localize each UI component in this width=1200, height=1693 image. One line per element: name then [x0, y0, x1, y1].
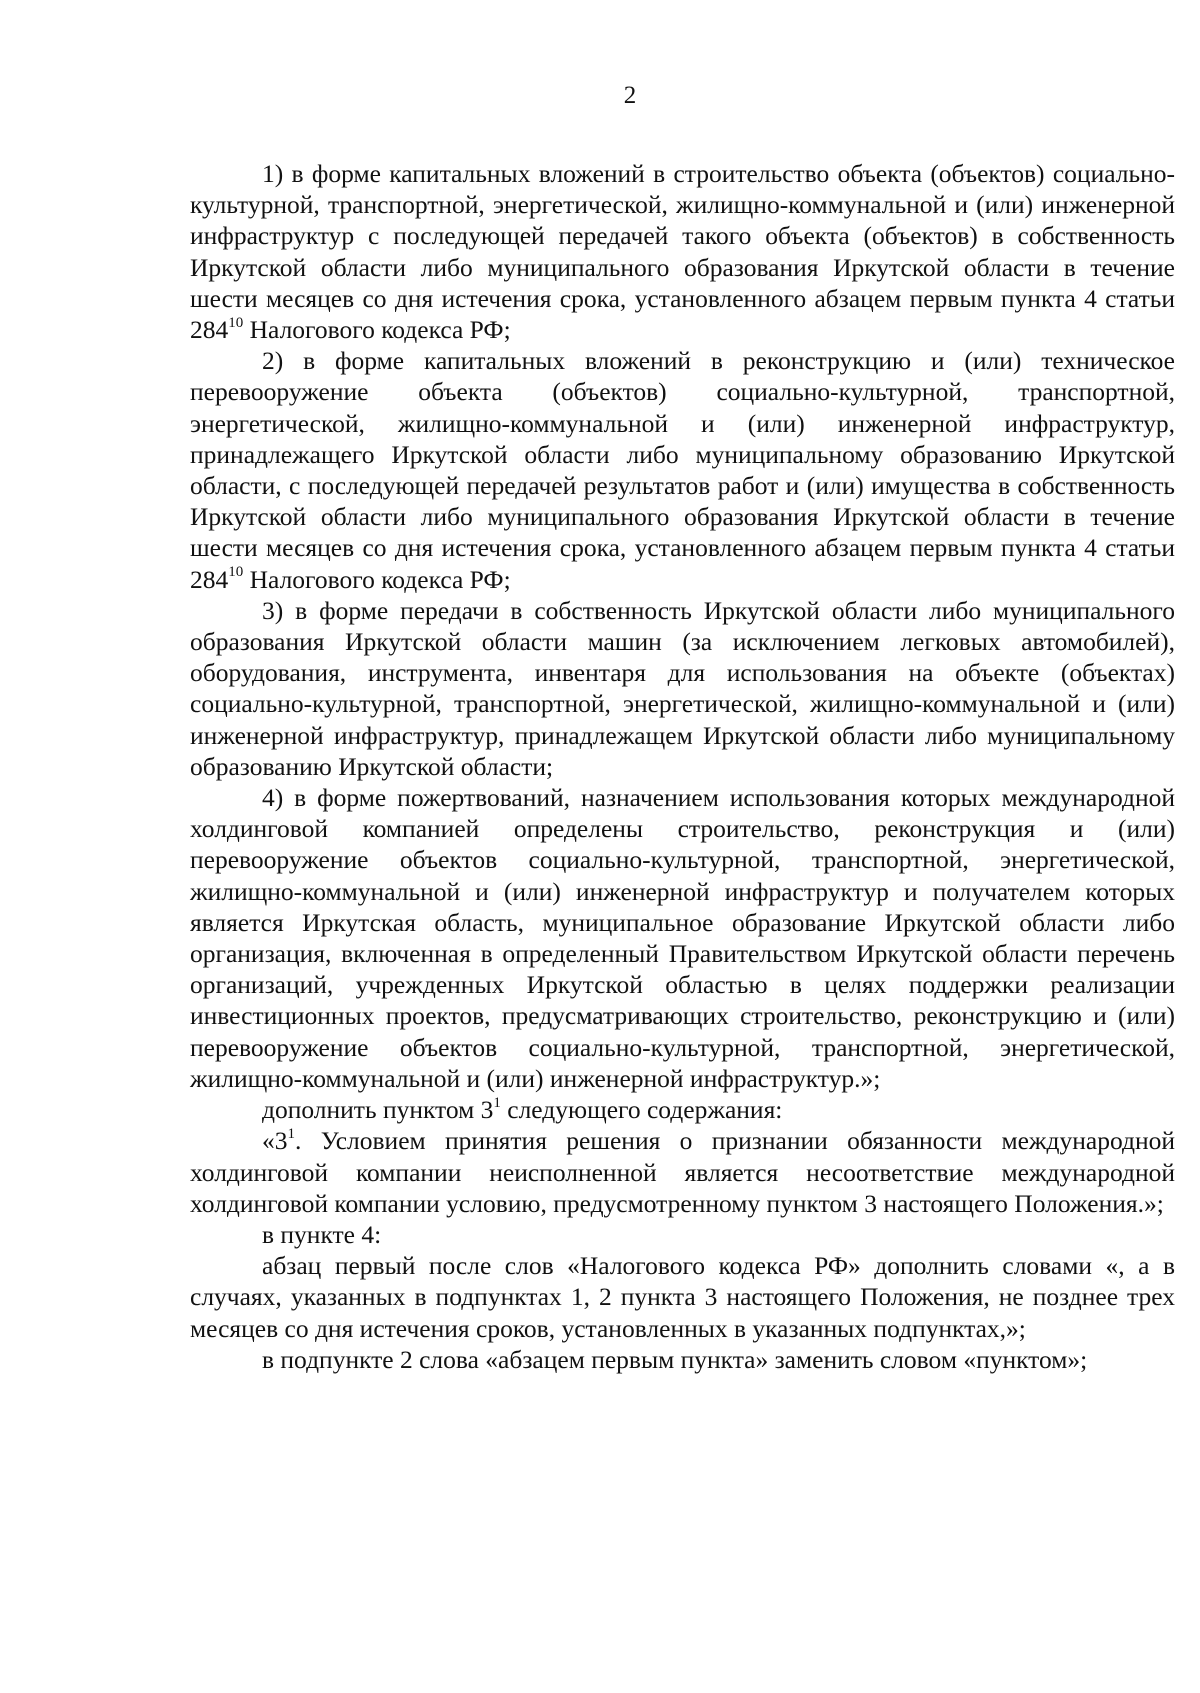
- page-number: 2: [623, 82, 637, 109]
- superscript: 1: [493, 1094, 501, 1111]
- document-body: [190, 158, 1175, 1375]
- paragraph-text-tail: Налогового кодекса РФ;: [243, 564, 511, 594]
- superscript: 10: [228, 314, 244, 331]
- paragraph-text-tail: . Условием принятия решения о признании обязанности международной холдинговой компании неисполненной является несоответствие международной холдинговой компании условию, предусмотренному пунктом 3 настоящего Положения.»;: [190, 1126, 1175, 1218]
- superscript: 10: [228, 564, 244, 581]
- paragraph-text: 4) в форме пожертвований, назначением использования которых международной холдинговой компанией определены строительство, реконструкция и (или) перевооружение объектов социально-культурной, транспортной, энергетической, жилищно-коммунальной и (или) инженерной инфраструктур и получателем которых является Иркутская область, муниципальное образование Иркутской области либо организация, включенная в определенный Правительством Иркутской области перечень организаций, учрежденных Иркутской областью в целях поддержки реализации инвестиционных проектов, предусматривающих строительство, реконструкцию и (или) перевооружение объектов социально-культурной, транспортной, энергетической, жилищно-коммунальной и (или) инженерной инфраструктур.»;: [190, 783, 1175, 1093]
- paragraph-text: абзац первый после слов «Налогового кодекса РФ» дополнить словами «, а в случаях, указанных в подпунктах 1, 2 пункта 3 настоящего Положения, не позднее трех месяцев со дня истечения сроков, установленных в указанных подпунктах,»;: [190, 1251, 1175, 1343]
- paragraph-point-4-heading: [190, 1219, 1175, 1250]
- paragraph-subpoint-2-change: [190, 1344, 1175, 1375]
- paragraph-text: «3: [262, 1126, 288, 1156]
- paragraph-text-tail: следующего содержания:: [500, 1095, 783, 1125]
- paragraph-text: в пункте 4:: [262, 1219, 382, 1249]
- paragraph-item-1: [190, 158, 1175, 345]
- paragraph-text: 1) в форме капитальных вложений в строительство объекта (объектов) социально-культурной, транспортной, энергетической, жилищно-коммунальной и (или) инженерной инфраструктур с последующей передачей такого объекта (объектов) в собственность Иркутской области либо муниципального образования Иркутской области в течение шести месяцев со дня истечения срока, установленного абзацем первым пункта 4 статьи 284: [190, 159, 1175, 345]
- superscript: 1: [287, 1125, 295, 1142]
- paragraph-text: в подпункте 2 слова «абзацем первым пункта» заменить словом «пунктом»;: [262, 1344, 1088, 1374]
- paragraph-text: дополнить пунктом 3: [262, 1095, 494, 1125]
- paragraph-item-4: [190, 782, 1175, 1094]
- paragraph-item-3: [190, 595, 1175, 782]
- paragraph-point-4-first-abstract: [190, 1250, 1175, 1344]
- paragraph-text: 3) в форме передачи в собственность Иркутской области либо муниципального образования Иркутской области машин (за исключением легковых автомобилей), оборудования, инструмента, инвентаря для использования на объекте (объектах) социально-культурной, транспортной, энергетической, жилищно-коммунальной и (или) инженерной инфраструктур, принадлежащем Иркутской области либо муниципальному образованию Иркутской области;: [190, 595, 1175, 781]
- paragraph-amend-point-3-1: [190, 1094, 1175, 1125]
- paragraph-text: 2) в форме капитальных вложений в реконструкцию и (или) техническое перевооружение объекта (объектов) социально-культурной, транспортной, энергетической, жилищно-коммунальной и (или) инженерной инфраструктур, принадлежащего Иркутской области либо муниципальному образованию Иркутской области, с последующей передачей результатов работ и (или) имущества в собственность Иркутской области либо муниципального образования Иркутской области в течение шести месяцев со дня истечения срока, установленного абзацем первым пункта 4 статьи 284: [190, 346, 1175, 594]
- paragraph-text-tail: Налогового кодекса РФ;: [243, 315, 511, 345]
- paragraph-item-2: [190, 345, 1175, 595]
- paragraph-point-3-1-text: [190, 1125, 1175, 1219]
